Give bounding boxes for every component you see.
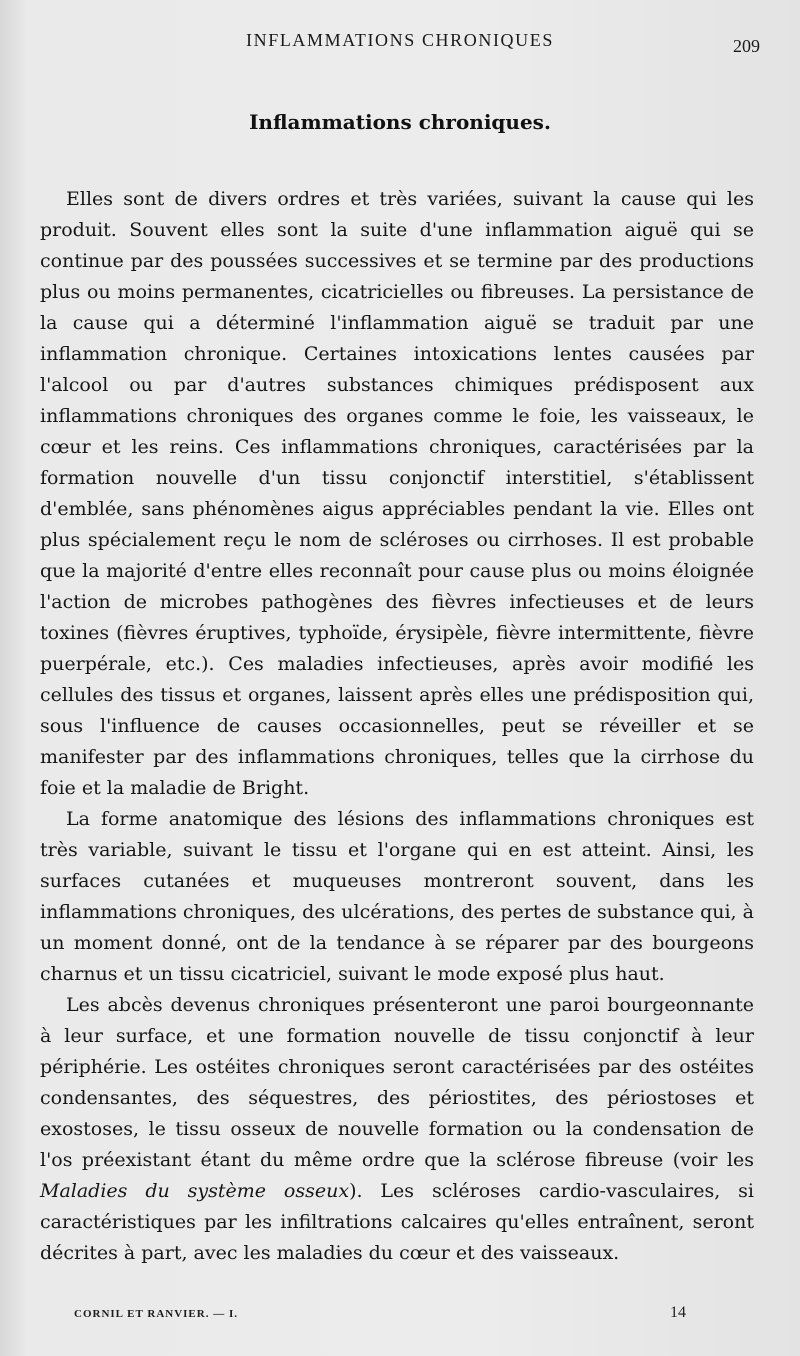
section-heading: Inflammations chroniques. [249,110,551,134]
paragraph-3-italic-reference: Maladies du système osseux [40,1180,350,1202]
paragraph-3 [40,990,754,1269]
body-text [40,184,754,1269]
paragraph-3-text-a: Les abcès devenus chroniques présenteront une paroi bourgeonnante à leur surface, et une formation nouvelle de tissu conjonctif à leur périphérie. Les ostéites chroniques seront caractérisées par des ostéites condensantes, des séquestres, des périostites, des périostoses et exostoses, le tissu osseux de nouvelle formation ou la condensation de l'os préexistant étant du même ordre que la sclérose fibreuse (voir les [40,994,754,1171]
paragraph-1: Elles sont de divers ordres et très variées, suivant la cause qui les produit. Souvent elles sont la suite d'une inflammation aiguë qui se continue par des poussées successives et se termine par des productions plus ou moins permanentes, cicatricielles ou fibreuses. La persistance de la cause qui a déterminé l'inflammation aiguë se traduit par une inflammation chronique. Certaines intoxications lentes causées par l'alcool ou par d'autres substances chimiques prédisposent aux inflammations chroniques des organes comme le foie, les vaisseaux, le cœur et les reins. Ces inflammations chroniques, caractérisées par la formation nouvelle d'un tissu conjonctif interstitiel, s'établissent d'emblée, sans phénomènes aigus appréciables pendant la vie. Elles ont plus spécialement reçu le nom de scléroses ou cirrhoses. Il est probable que la majorité d'entre elles reconnaît pour cause plus ou moins éloignée l'action de microbes pathogènes des fièvres infectieuses et de leurs toxines (fièvres éruptives, typhoïde, érysipèle, fièvre intermittente, fièvre puerpérale, etc.). Ces maladies infectieuses, après avoir modifié les cellules des tissus et organes, laissent après elles une prédisposition qui, sous l'influence de causes occasionnelles, peut se réveiller et se manifester par des inflammations chroniques, telles que la cirrhose du foie et la maladie de Bright. [40,188,754,799]
paragraph-3-text-b: ). Les scléroses cardio-vasculaires, si caractéristiques par les infiltrations calcaires qu'elles entraînent, seront décrites à part, avec les maladies du cœur et des vaisseaux. [40,1180,755,1264]
printer-signature: CORNIL ET RANVIER. — I. [74,1308,238,1320]
paragraph-2: La forme anatomique des lésions des inflammations chroniques est très variable, suivant le tissu et l'organe qui en est atteint. Ainsi, les surfaces cutanées et muqueuses montreront souvent, dans les inflammations chroniques, des ulcérations, des pertes de substance qui, à un moment donné, ont de la tendance à se réparer par des bourgeons charnus et un tissu cicatriciel, suivant le mode exposé plus haut. [40,808,754,985]
sheet-number: 14 [670,1304,686,1321]
running-header: INFLAMMATIONS CHRONIQUES [246,30,554,50]
page-number: 209 [733,36,760,56]
